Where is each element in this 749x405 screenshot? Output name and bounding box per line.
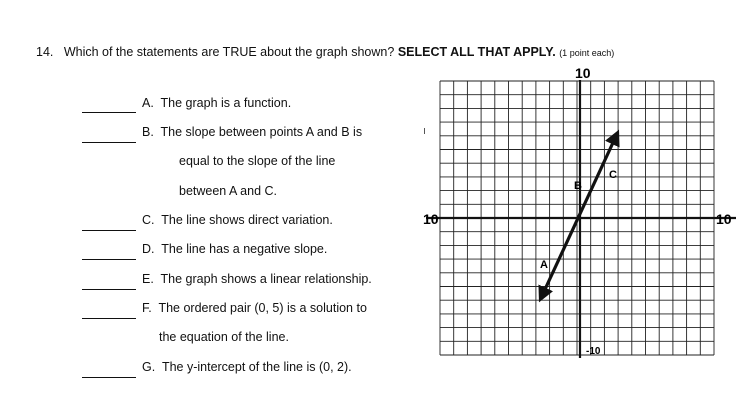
statement-letter: F. bbox=[142, 301, 152, 315]
statement-text: The graph shows a linear relationship. bbox=[160, 272, 372, 286]
x-axis-left-label: 10 bbox=[423, 211, 439, 227]
statement-text: The ordered pair (0, 5) is a solution to bbox=[158, 301, 367, 315]
statement-b-line3: between A and C. bbox=[179, 184, 277, 198]
statement-text: The line shows direct variation. bbox=[161, 213, 333, 227]
statement-letter: A. bbox=[142, 96, 154, 110]
question-text: Which of the statements are TRUE about the graph shown? bbox=[63, 45, 395, 59]
statement-letter: B. bbox=[142, 125, 154, 139]
statement-letter: C. bbox=[142, 213, 155, 227]
statement-text: The graph is a function. bbox=[160, 96, 292, 110]
statement-b-line2: equal to the slope of the line bbox=[179, 154, 336, 168]
y-axis-top-label: 10 bbox=[575, 65, 591, 81]
question-number: 14. bbox=[36, 45, 54, 59]
statement-text: The slope between points A and B is bbox=[160, 125, 363, 139]
statement-text: The line has a negative slope. bbox=[161, 242, 328, 256]
statement-f-line2: the equation of the line. bbox=[159, 330, 289, 344]
y-axis-bottom-label: -10 bbox=[586, 346, 601, 357]
x-axis-right-label: 10 bbox=[716, 211, 732, 227]
statement-text: The y-intercept of the line is (0, 2). bbox=[161, 360, 352, 374]
select-all-instruction: SELECT ALL THAT APPLY. bbox=[397, 45, 556, 59]
point-b-label: B bbox=[574, 180, 582, 192]
statement-letter: E. bbox=[142, 272, 154, 286]
points-note: (1 point each) bbox=[559, 48, 615, 58]
point-a-label: A bbox=[540, 259, 548, 271]
statement-letter: G. bbox=[142, 360, 156, 374]
statement-letter: D. bbox=[142, 242, 155, 256]
point-c-label: C bbox=[609, 169, 617, 181]
